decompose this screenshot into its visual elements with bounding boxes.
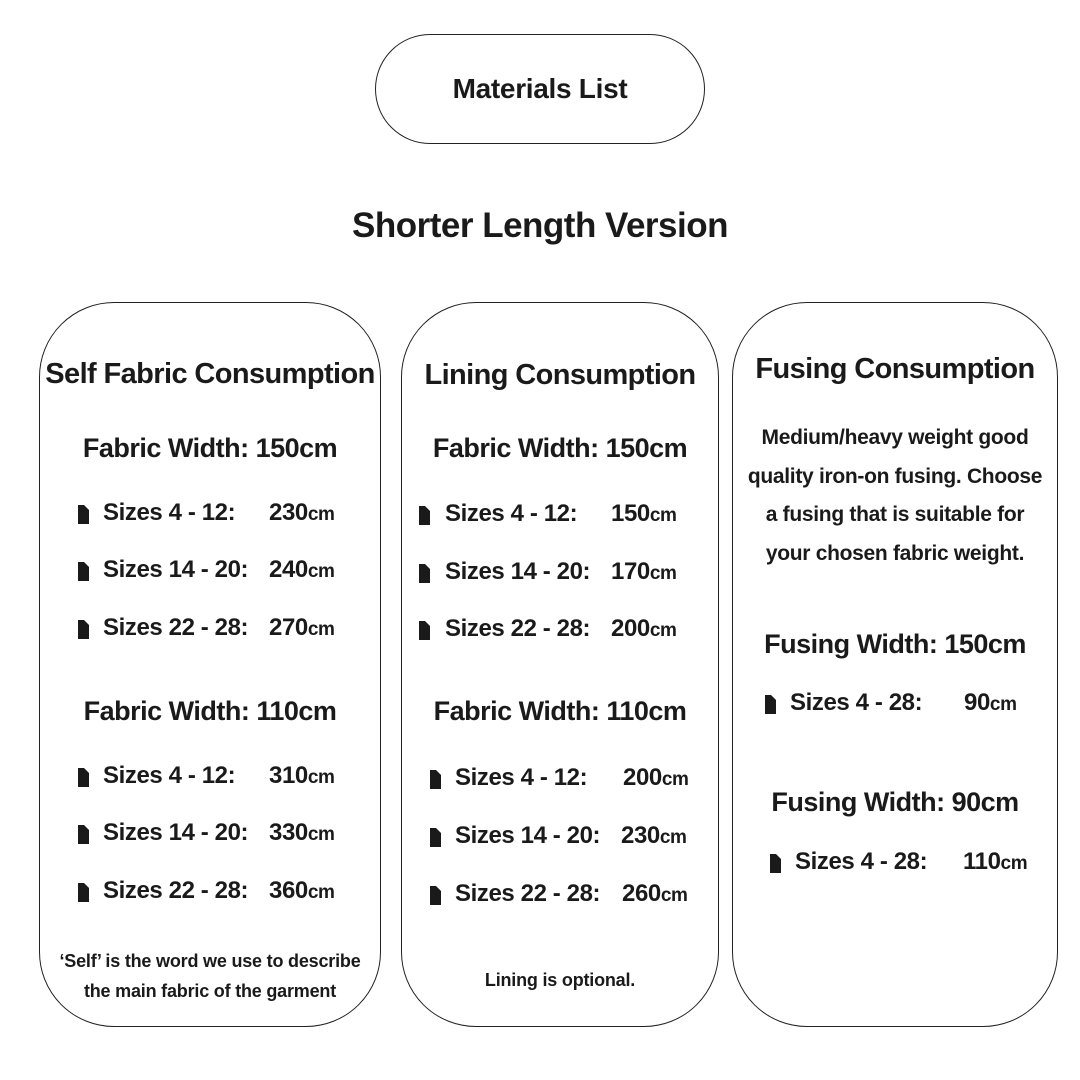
fusing-card (732, 302, 1058, 1027)
card-title: Fusing Consumption (755, 353, 1035, 385)
size-label: Sizes 22 - 28: (455, 880, 601, 907)
pattern-piece-icon (78, 825, 89, 844)
pattern-piece-icon (430, 828, 441, 847)
size-value: 110cm (963, 848, 1028, 875)
pattern-piece-icon (78, 505, 89, 524)
width-heading: Fabric Width: 150cm (82, 433, 338, 463)
size-value: 200cm (611, 615, 677, 642)
lining-card (401, 302, 719, 1027)
pattern-piece-icon (770, 854, 781, 873)
size-label: Sizes 4 - 12: (445, 500, 578, 527)
width-heading: Fabric Width: 150cm (432, 433, 688, 463)
size-value: 230cm (269, 499, 335, 526)
pattern-piece-icon (78, 620, 89, 639)
pattern-piece-icon (419, 506, 430, 525)
size-label: Sizes 22 - 28: (103, 614, 249, 641)
fusing-description: Medium/heavy weight good quality iron-on fusing. Choose a fusing that is suitable for your chosen fabric weight. (747, 426, 1043, 565)
size-value: 240cm (269, 556, 335, 583)
pattern-piece-icon (78, 883, 89, 902)
pattern-piece-icon (430, 886, 441, 905)
pattern-piece-icon (78, 768, 89, 787)
size-value: 360cm (269, 877, 335, 904)
size-value: 270cm (269, 614, 335, 641)
size-label: Sizes 4 - 12: (455, 764, 588, 791)
size-label: Sizes 22 - 28: (103, 877, 249, 904)
size-value: 170cm (611, 558, 677, 585)
width-heading: Fabric Width: 110cm (83, 696, 337, 726)
size-label: Sizes 4 - 12: (103, 762, 236, 789)
section-subtitle: Shorter Length Version (352, 206, 728, 245)
page-title: Materials List (452, 73, 628, 104)
pattern-piece-icon (419, 621, 430, 640)
width-heading: Fusing Width: 90cm (771, 787, 1019, 817)
materials-list-title (375, 34, 705, 144)
size-value: 90cm (964, 689, 1017, 716)
size-label: Sizes 14 - 20: (103, 556, 249, 583)
pattern-piece-icon (430, 770, 441, 789)
width-heading: Fabric Width: 110cm (433, 696, 687, 726)
self-fabric-card (39, 302, 381, 1027)
size-label: Sizes 14 - 20: (103, 819, 249, 846)
card-title: Self Fabric Consumption (45, 358, 375, 390)
size-label: Sizes 14 - 20: (445, 558, 591, 585)
size-label: Sizes 14 - 20: (455, 822, 601, 849)
card-title: Lining Consumption (424, 359, 696, 391)
size-value: 310cm (269, 762, 335, 789)
self-fabric-footnote: ‘Self’ is the word we use to describe the main fabric of the garment (59, 951, 361, 1001)
size-value: 150cm (611, 500, 677, 527)
lining-footnote: Lining is optional. (484, 970, 636, 990)
pattern-piece-icon (78, 562, 89, 581)
size-label: Sizes 4 - 28: (790, 689, 923, 716)
size-value: 330cm (269, 819, 335, 846)
pattern-piece-icon (419, 564, 430, 583)
size-label: Sizes 22 - 28: (445, 615, 591, 642)
size-value: 230cm (621, 822, 687, 849)
size-label: Sizes 4 - 28: (795, 848, 928, 875)
size-value: 200cm (623, 764, 689, 791)
pattern-piece-icon (765, 695, 776, 714)
size-value: 260cm (622, 880, 688, 907)
width-heading: Fusing Width: 150cm (764, 629, 1026, 659)
size-label: Sizes 4 - 12: (103, 499, 236, 526)
